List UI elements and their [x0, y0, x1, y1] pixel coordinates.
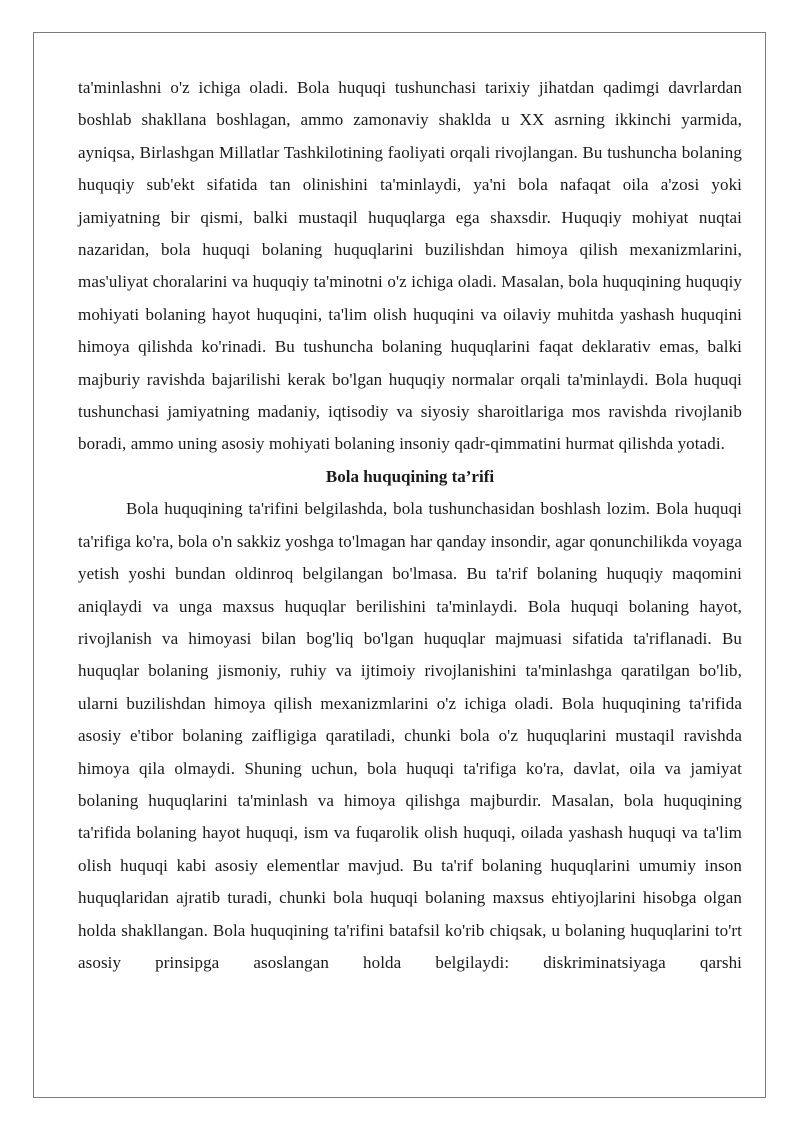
- section-heading: Bola huquqining ta’rifi: [325, 466, 495, 486]
- body-paragraph: ta'minlashni o'z ichiga oladi. Bola huquqi tushunchasi tarixiy jihatdan qadimgi davrlardan boshlab shakllana boshlagan, ammo zamonaviy shaklda u XX asrning ikkinchi yarmida, ayniqsa, Birlashgan Millatlar Tashkilotining faoliyati orqali rivojlangan. Bu tushuncha bolaning huquqiy sub'ekt sifatida tan olinishini ta'minlaydi, ya'ni bola nafaqat oila a'zosi yoki jamiyatning bir qismi, balki mustaqil huquqlarga ega shaxsdir. Huquqiy mohiyat nuqtai nazaridan, bola huquqi bolaning huquqlarini buzilishdan himoya qilish mexanizmlarini, mas'uliyat choralarini va huquqiy ta'minotni o'z ichiga oladi. Masalan, bola huquqining huquqiy mohiyati bolaning hayot huquqini, ta'lim olish huquqini va oilaviy muhitda yashash huquqini himoya qilishda ko'rinadi. Bu tushuncha bolaning huquqlarini faqat deklarativ emas, balki majburiy ravishda bajarilishi kerak bo'lgan huquqiy normalar orqali ta'minlaydi. Bola huquqi tushunchasi jamiyatning madaniy, iqtisodiy va siyosiy sharoitlariga mos ravishda rivojlanib boradi, ammo uning asosiy mohiyati bolaning insoniy qadr-qimmatini hurmat qilishda yotadi.: [78, 78, 742, 454]
- document-body: [78, 72, 742, 979]
- body-paragraph: Bola huquqining ta'rifini belgilashda, bola tushunchasidan boshlash lozim. Bola huquqi ta'rifiga ko'ra, bola o'n sakkiz yoshga to'lmagan har qanday insondir, agar qonunchilikda voyaga yetish yoshi bundan oldinroq belgilangan bo'lmasa. Bu ta'rif bolaning huquqiy maqomini aniqlaydi va unga maxsus huquqlar berilishini ta'minlaydi. Bola huquqi bolaning hayot, rivojlanish va himoyasi bilan bog'liq bo'lgan huquqlar majmuasi sifatida ta'riflanadi. Bu huquqlar bolaning jismoniy, ruhiy va ijtimoiy rivojlanishini ta'minlashga qaratilgan bo'lib, ularni buzilishdan himoya qilish mexanizmlarini o'z ichiga oladi. Bola huquqining ta'rifida asosiy e'tibor bolaning zaifligiga qaratiladi, chunki bola o'z huquqlarini mustaqil ravishda himoya qila olmaydi. Shuning uchun, bola huquqi ta'rifiga ko'ra, davlat, oila va jamiyat bolaning huquqlarini ta'minlash va himoya qilishga majburdir. Masalan, bola huquqining ta'rifida bolaning hayot huquqi, ism va fuqarolik olish huquqi, oilada yashash huquqi va ta'lim olish huquqi kabi asosiy elementlar mavjud. Bu ta'rif bolaning huquqlarini umumiy inson huquqlaridan ajratib turadi, chunki bola huquqi bolaning maxsus ehtiyojlarini hisobga olgan holda shakllangan. Bola huquqining ta'rifini batafsil ko'rib chiqsak, u bolaning huquqlarini to'rt asosiy prinsipga asoslangan holda belgilaydi: diskriminatsiyaga qarshi: [78, 499, 742, 972]
